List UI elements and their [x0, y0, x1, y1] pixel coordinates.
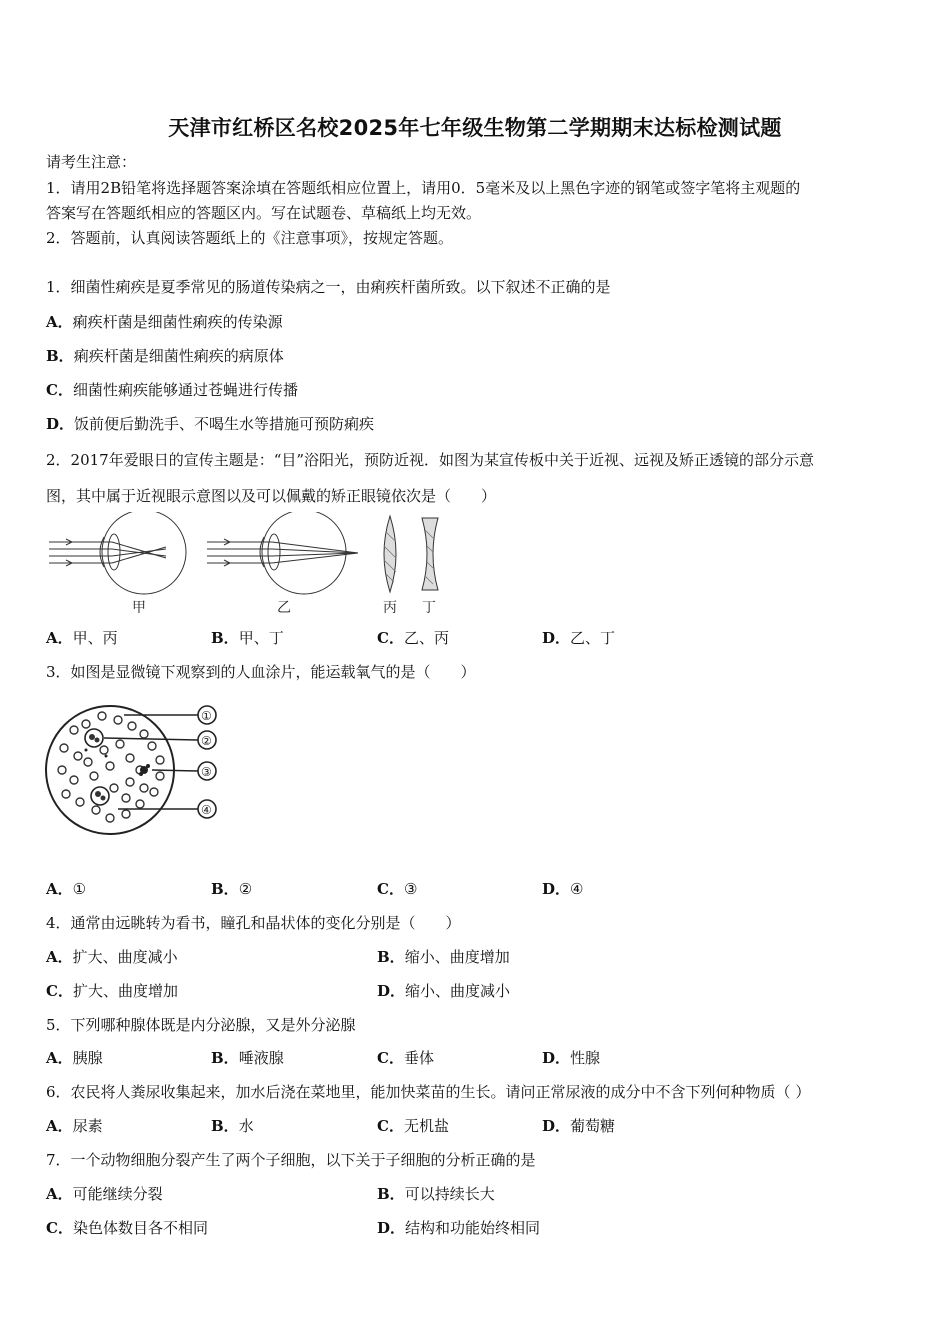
- q1-option-d[interactable]: D．饭前便后勤洗手、不喝生水等措施可预防痢疾: [46, 415, 375, 433]
- q7-stem: 7．一个动物细胞分裂产生了两个子细胞，以下关于子细胞的分析正确的是: [46, 1151, 536, 1169]
- q7-option-a[interactable]: A．可能继续分裂: [46, 1185, 163, 1203]
- page-title: 天津市红桥区名校2025年七年级生物第二学期期末达标检测试题: [168, 116, 782, 140]
- q5-option-b[interactable]: B．唾液腺: [211, 1049, 284, 1067]
- q6-option-d[interactable]: D．葡萄糖: [542, 1117, 616, 1135]
- q5-option-a[interactable]: A．胰腺: [46, 1049, 103, 1067]
- q2-option-c[interactable]: C．乙、丙: [377, 629, 449, 647]
- q2-stem-line-2: 图，其中属于近视眼示意图以及可以佩戴的矫正眼镜依次是（ ）: [46, 487, 497, 505]
- label-3: ③: [201, 765, 212, 779]
- notice-line-1: 1．请用2B铅笔将选择题答案涂填在答题纸相应位置上，请用0．5毫米及以上黑色字迹的钢笔或签字笔将主观题的: [46, 179, 801, 197]
- q4-option-a[interactable]: A．扩大、曲度减小: [46, 948, 178, 966]
- q3-option-d[interactable]: D．④: [542, 880, 584, 898]
- q7-option-d[interactable]: D．结构和功能始终相同: [377, 1219, 541, 1237]
- q7-option-b[interactable]: B．可以持续长大: [377, 1185, 495, 1203]
- q6-option-c[interactable]: C．无机盐: [377, 1117, 449, 1135]
- q6-stem: 6．农民将人粪尿收集起来，加水后浇在菜地里，能加快菜苗的生长。请问正常尿液的成分中不含下列何种物质（ ）: [46, 1083, 811, 1101]
- q5-option-d[interactable]: D．性腺: [542, 1049, 601, 1067]
- concave-lens-ding: [422, 518, 438, 590]
- q1-stem: 1．细菌性痢疾是夏季常见的肠道传染病之一，由痢疾杆菌所致。以下叙述不正确的是: [46, 278, 611, 296]
- q4-option-c[interactable]: C．扩大、曲度增加: [46, 982, 178, 1000]
- blood-smear-figure: [44, 700, 224, 840]
- q3-option-a[interactable]: A．①: [46, 880, 87, 898]
- q7-option-c[interactable]: C．染色体数目各不相同: [46, 1219, 208, 1237]
- q1-option-a[interactable]: A．痢疾杆菌是细菌性痢疾的传染源: [46, 313, 283, 331]
- q5-option-c[interactable]: C．垂体: [377, 1049, 434, 1067]
- label-1: ①: [201, 709, 212, 723]
- q4-option-b[interactable]: B．缩小、曲度增加: [377, 948, 510, 966]
- q3-stem: 3．如图是显微镜下观察到的人血涂片，能运载氧气的是（ ）: [46, 663, 476, 681]
- eye-diagram-yi: [207, 512, 358, 594]
- notice-line-2: 答案写在答题纸相应的答题区内。写在试题卷、草稿纸上均无效。: [46, 204, 482, 222]
- q5-stem: 5．下列哪种腺体既是内分泌腺，又是外分泌腺: [46, 1016, 356, 1034]
- q1-option-b[interactable]: B．痢疾杆菌是细菌性痢疾的病原体: [46, 347, 284, 365]
- q6-option-a[interactable]: A．尿素: [46, 1117, 103, 1135]
- notice-line-3: 2．答题前，认真阅读答题纸上的《注意事项》，按规定答题。: [46, 229, 454, 247]
- convex-lens-bing: [384, 516, 396, 592]
- q3-option-c[interactable]: C．③: [377, 880, 418, 898]
- eye-diagram-jia: [49, 512, 186, 594]
- figure-label-jia: 甲: [132, 600, 146, 616]
- q1-option-c[interactable]: C．细菌性痢疾能够通过苍蝇进行传播: [46, 381, 298, 399]
- figure-label-ding: 丁: [422, 600, 436, 616]
- label-2: ②: [201, 734, 212, 748]
- label-4: ④: [201, 803, 212, 817]
- figure-label-bing: 丙: [383, 600, 397, 616]
- q3-option-b[interactable]: B．②: [211, 880, 253, 898]
- q6-option-b[interactable]: B．水: [211, 1117, 254, 1135]
- figure-label-yi: 乙: [277, 600, 291, 616]
- notice-heading: 请考生注意：: [46, 153, 137, 171]
- q4-option-d[interactable]: D．缩小、曲度减小: [377, 982, 511, 1000]
- q2-option-d[interactable]: D．乙、丁: [542, 629, 616, 647]
- eye-lens-figure: [44, 512, 464, 618]
- q2-option-a[interactable]: A．甲、丙: [46, 629, 118, 647]
- q2-option-b[interactable]: B．甲、丁: [211, 629, 284, 647]
- q4-stem: 4．通常由远眺转为看书，瞳孔和晶状体的变化分别是（ ）: [46, 914, 461, 932]
- q2-stem-line-1: 2．2017年爱眼日的宣传主题是：“目”浴阳光，预防近视．如图为某宣传板中关于近视、远视及矫正透镜的部分示意: [46, 451, 815, 469]
